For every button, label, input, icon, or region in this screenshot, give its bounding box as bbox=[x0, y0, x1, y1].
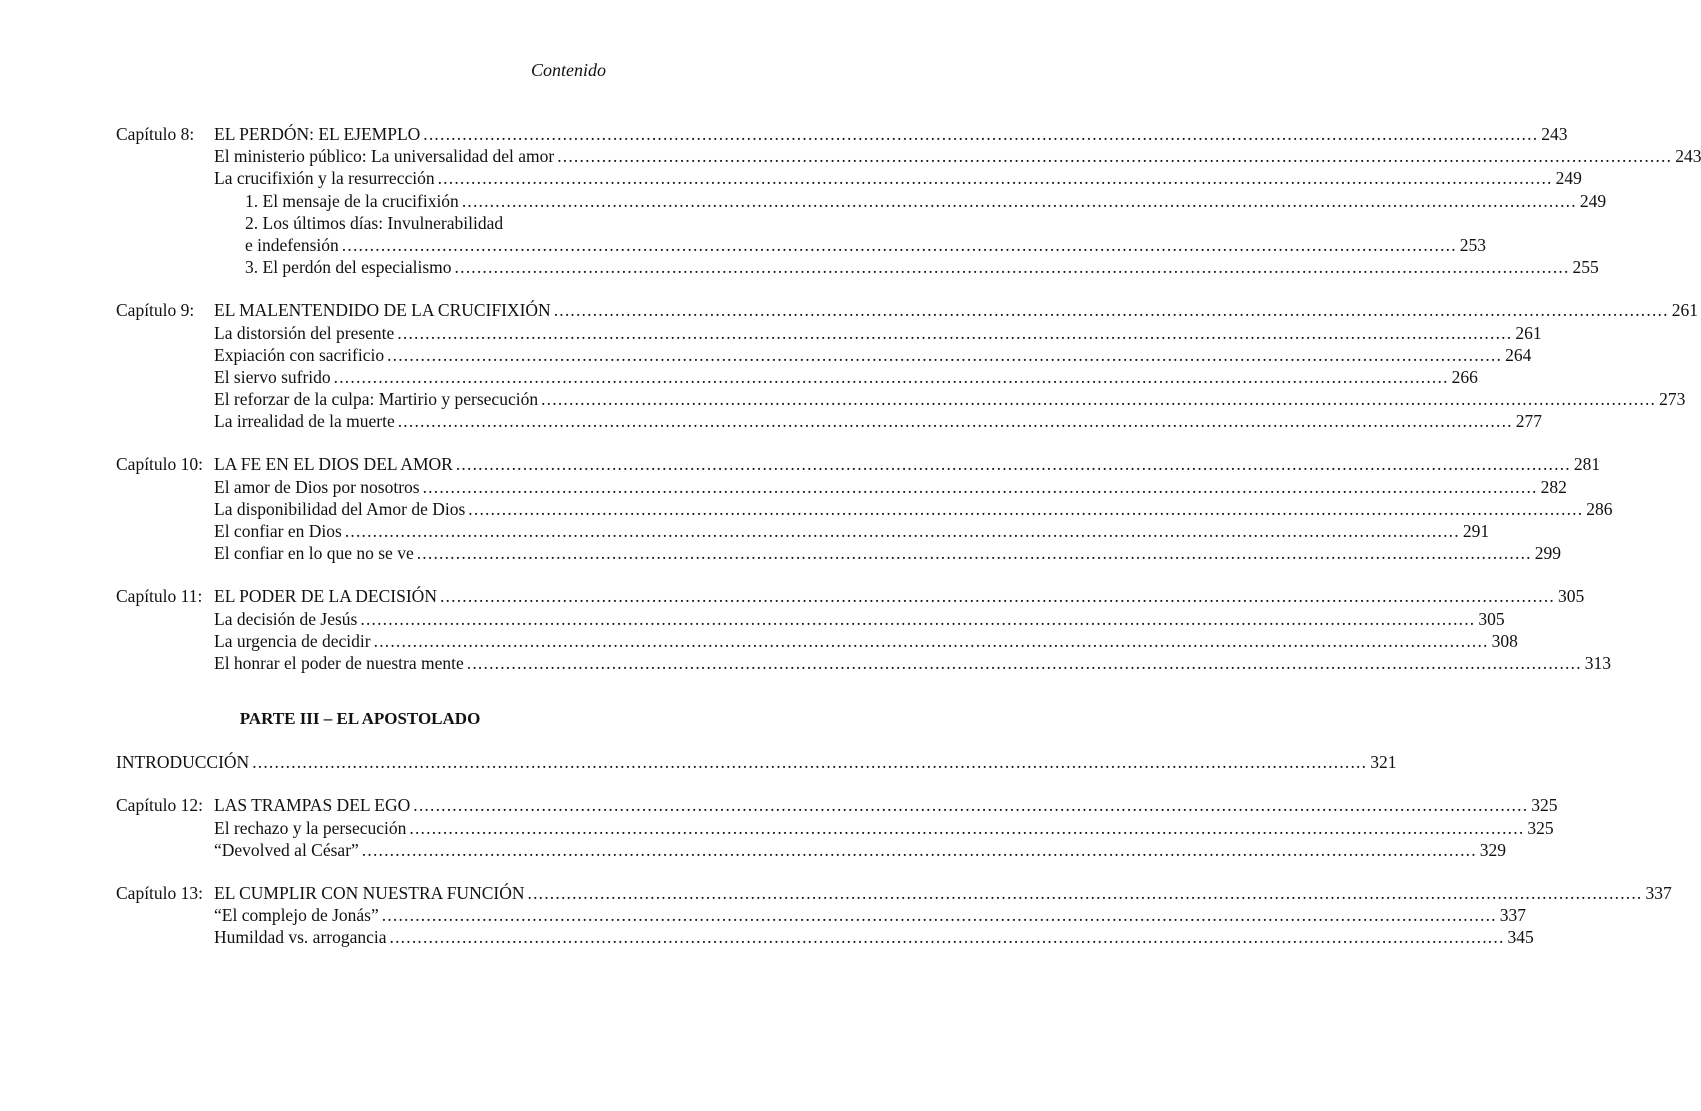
toc-entry[interactable] bbox=[0, 652, 1612, 674]
entry-title: “Devolved al César” bbox=[214, 839, 359, 860]
page-number: 255 bbox=[1572, 257, 1599, 278]
dot-leader: ........................................................................................................................................................................................................ bbox=[416, 543, 1532, 564]
dot-leader: ........................................................................................................................................................................................................ bbox=[437, 168, 1553, 189]
toc-entry[interactable] bbox=[0, 344, 1532, 366]
dot-leader: ........................................................................................................................................................................................................ bbox=[389, 927, 1505, 948]
dot-leader: ........................................................................................................................................................................................................ bbox=[252, 752, 1368, 773]
toc-entry[interactable] bbox=[0, 608, 1505, 630]
page-number: 282 bbox=[1540, 476, 1567, 497]
dot-leader: ........................................................................................................................................................................................................ bbox=[541, 389, 1657, 410]
dot-leader: ........................................................................................................................................................................................................ bbox=[466, 652, 1582, 673]
dot-leader: ........................................................................................................................................................................................................ bbox=[455, 454, 1571, 475]
table-of-contents bbox=[0, 123, 1701, 948]
entry-title: 1. El mensaje de la crucifixión bbox=[245, 190, 459, 211]
entry-title: El ministerio público: La universalidad del amor bbox=[214, 146, 555, 167]
entry-title: El confiar en lo que no se ve bbox=[214, 543, 414, 564]
page-number: 261 bbox=[1671, 300, 1698, 321]
toc-subentry-line2[interactable] bbox=[0, 234, 1487, 256]
page-number: 329 bbox=[1479, 839, 1507, 860]
dot-leader: ........................................................................................................................................................................................................ bbox=[360, 608, 1476, 629]
chapter-title: LAS TRAMPAS DEL EGO bbox=[214, 795, 411, 816]
dot-leader: ........................................................................................................................................................................................................ bbox=[387, 344, 1503, 365]
entry-title: El rechazo y la persecución bbox=[214, 817, 407, 838]
page-number: 286 bbox=[1586, 498, 1613, 519]
toc-subentry[interactable] bbox=[0, 190, 1607, 212]
dot-leader: ........................................................................................................................................................................................................ bbox=[397, 411, 1513, 432]
toc-entry[interactable] bbox=[0, 145, 1701, 167]
page-number: 299 bbox=[1534, 543, 1561, 564]
toc-introduction[interactable] bbox=[0, 751, 1397, 773]
entry-title: La decisión de Jesús bbox=[214, 608, 358, 629]
toc-chapter-9[interactable] bbox=[0, 299, 1698, 321]
dot-leader: ........................................................................................................................................................................................................ bbox=[361, 839, 1477, 860]
dot-leader: ........................................................................................................................................................................................................ bbox=[333, 366, 1449, 387]
dot-leader: ........................................................................................................................................................................................................ bbox=[439, 586, 1555, 607]
chapter-title: EL PERDÓN: EL EJEMPLO bbox=[214, 124, 421, 144]
toc-entry[interactable] bbox=[0, 366, 1478, 388]
page-number: 243 bbox=[1541, 124, 1568, 144]
page-number: 305 bbox=[1478, 608, 1505, 629]
dot-leader: ........................................................................................................................................................................................................ bbox=[454, 257, 1570, 278]
page-number: 321 bbox=[1370, 752, 1397, 773]
toc-entry[interactable] bbox=[0, 476, 1567, 498]
page-number: 273 bbox=[1659, 389, 1686, 410]
dot-leader: ........................................................................................................................................................................................................ bbox=[373, 630, 1489, 651]
toc-subentry[interactable] bbox=[0, 256, 1599, 278]
toc-entry[interactable] bbox=[0, 410, 1542, 432]
toc-chapter-10[interactable] bbox=[0, 453, 1601, 475]
page-number: 291 bbox=[1462, 521, 1490, 541]
toc-entry[interactable] bbox=[0, 630, 1518, 652]
chapter-label: Capítulo 9: bbox=[116, 300, 195, 321]
page-number: 337 bbox=[1499, 905, 1526, 926]
page-number: 308 bbox=[1491, 630, 1518, 651]
dot-leader: ........................................................................................................................................................................................................ bbox=[557, 146, 1673, 167]
dot-leader: ........................................................................................................................................................................................................ bbox=[381, 905, 1497, 926]
page-number: 261 bbox=[1515, 322, 1542, 343]
toc-entry[interactable] bbox=[0, 817, 1554, 839]
toc-entry[interactable] bbox=[0, 322, 1542, 344]
entry-title: INTRODUCCIÓN bbox=[116, 752, 250, 773]
dot-leader: ........................................................................................................................................................................................................ bbox=[344, 521, 1460, 541]
entry-title: El reforzar de la culpa: Martirio y persecución bbox=[214, 389, 539, 410]
page-number: 253 bbox=[1459, 234, 1487, 255]
entry-title: “El complejo de Jonás” bbox=[214, 905, 379, 926]
entry-title: La crucifixión y la resurrección bbox=[214, 168, 435, 189]
toc-chapter-11[interactable] bbox=[0, 585, 1585, 607]
entry-title: Humildad vs. arrogancia bbox=[214, 927, 387, 948]
toc-entry[interactable] bbox=[0, 904, 1526, 926]
dot-leader: ........................................................................................................................................................................................................ bbox=[468, 498, 1584, 519]
toc-entry[interactable] bbox=[0, 839, 1507, 861]
dot-leader: ........................................................................................................................................................................................................ bbox=[423, 124, 1539, 144]
chapter-label: Capítulo 10: bbox=[116, 454, 204, 475]
page-number: 266 bbox=[1451, 366, 1478, 387]
entry-title: 3. El perdón del especialismo bbox=[245, 257, 452, 278]
page-number: 305 bbox=[1557, 586, 1585, 607]
dot-leader: ........................................................................................................................................................................................................ bbox=[461, 190, 1577, 211]
toc-entry[interactable] bbox=[0, 520, 1490, 542]
page-number: 337 bbox=[1645, 882, 1672, 903]
toc-subentry-line1[interactable] bbox=[0, 212, 720, 234]
page-number: 249 bbox=[1555, 168, 1582, 189]
entry-title: La disponibilidad del Amor de Dios bbox=[214, 498, 466, 519]
toc-entry[interactable] bbox=[0, 542, 1561, 564]
dot-leader: ........................................................................................................................................................................................................ bbox=[397, 322, 1513, 343]
toc-entry[interactable] bbox=[0, 926, 1534, 948]
entry-title-cont: e indefensión bbox=[245, 234, 339, 255]
entry-title: La irrealidad de la muerte bbox=[214, 411, 395, 432]
page-number: 281 bbox=[1573, 454, 1601, 475]
entry-title: Expiación con sacrificio bbox=[214, 344, 385, 365]
chapter-title: EL PODER DE LA DECISIÓN bbox=[214, 586, 437, 607]
toc-chapter-8[interactable] bbox=[0, 123, 1568, 145]
chapter-title: EL CUMPLIR CON NUESTRA FUNCIÓN bbox=[214, 882, 525, 903]
entry-title: La urgencia de decidir bbox=[214, 630, 371, 651]
dot-leader: ........................................................................................................................................................................................................ bbox=[409, 817, 1525, 838]
chapter-label: Capítulo 13: bbox=[116, 882, 204, 903]
chapter-label: Capítulo 11: bbox=[116, 586, 203, 607]
dot-leader: ........................................................................................................................................................................................................ bbox=[413, 795, 1529, 816]
part-heading: PARTE III – EL APOSTOLADO bbox=[239, 709, 481, 729]
running-head: Contenido bbox=[531, 60, 606, 80]
entry-title: 2. Los últimos días: Invulnerabilidad bbox=[245, 212, 504, 233]
page-number: 249 bbox=[1579, 190, 1607, 211]
page-number: 277 bbox=[1515, 411, 1542, 432]
dot-leader: ........................................................................................................................................................................................................ bbox=[341, 234, 1457, 255]
entry-title: El amor de Dios por nosotros bbox=[214, 476, 420, 497]
toc-entry[interactable] bbox=[0, 167, 1582, 189]
chapter-label: Capítulo 12: bbox=[116, 795, 204, 816]
toc-entry[interactable] bbox=[0, 388, 1686, 410]
page-number: 325 bbox=[1527, 817, 1554, 838]
entry-title: El honrar el poder de nuestra mente bbox=[214, 652, 464, 673]
dot-leader: ........................................................................................................................................................................................................ bbox=[527, 882, 1643, 903]
toc-chapter-12[interactable] bbox=[0, 794, 1558, 816]
toc-chapter-13[interactable] bbox=[0, 882, 1672, 904]
page-number: 243 bbox=[1675, 146, 1701, 167]
toc-entry[interactable] bbox=[0, 498, 1613, 520]
dot-leader: ........................................................................................................................................................................................................ bbox=[422, 476, 1538, 497]
entry-title: El siervo sufrido bbox=[214, 366, 331, 387]
chapter-title: LA FE EN EL DIOS DEL AMOR bbox=[214, 454, 453, 475]
page-number: 345 bbox=[1507, 927, 1534, 948]
entry-title: La distorsión del presente bbox=[214, 322, 395, 343]
page-number: 313 bbox=[1584, 652, 1612, 673]
dot-leader: ........................................................................................................................................................................................................ bbox=[553, 300, 1669, 321]
page-number: 264 bbox=[1505, 344, 1532, 365]
page-number: 325 bbox=[1531, 795, 1558, 816]
chapter-title: EL MALENTENDIDO DE LA CRUCIFIXIÓN bbox=[214, 300, 551, 321]
chapter-label: Capítulo 8: bbox=[116, 124, 195, 144]
entry-title: El confiar en Dios bbox=[214, 521, 342, 541]
